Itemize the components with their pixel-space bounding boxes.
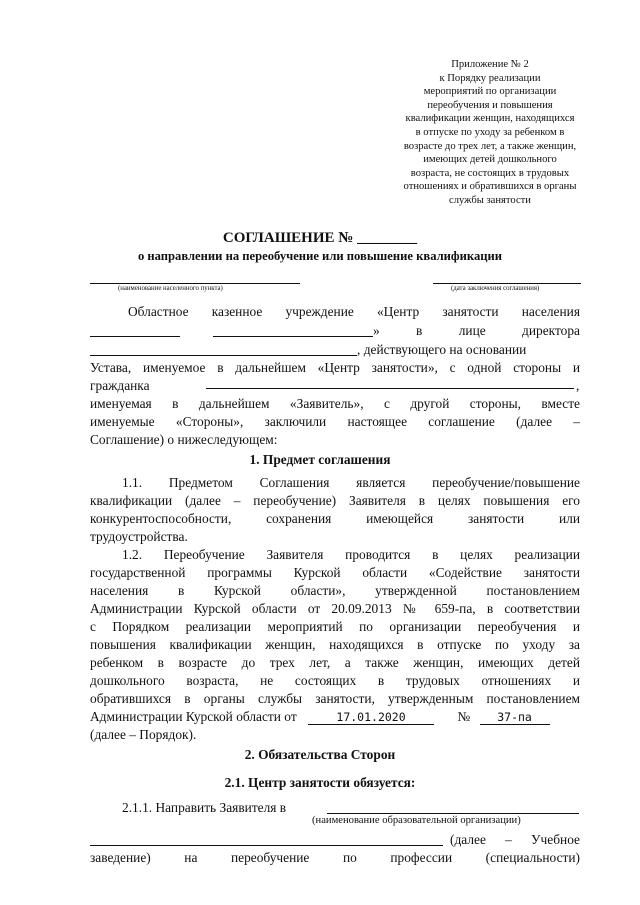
subsection-heading: 2.1. Центр занятости обязуется: — [224, 775, 416, 790]
paragraph-line: заведение) на переобучение по профессии (специальности) — [90, 850, 580, 865]
section-heading: 2. Обязательства Сторон — [244, 747, 396, 762]
intro-line: , — [576, 378, 580, 393]
citizen-blank — [206, 388, 574, 389]
appendix-line: квалификации женщин, находящихся — [405, 113, 575, 125]
paragraph-line: ребенком в возрасте до трех лет, а также женщин, имеющих детей — [90, 655, 580, 670]
paragraph-line: с Порядком реализации мероприятий по организации переобучения и — [90, 619, 580, 634]
order-date: 17.01.2020 — [308, 710, 434, 725]
blank — [213, 336, 373, 337]
paragraph-line: 1.1. Предметом Соглашения является переобучение/повышение — [122, 475, 580, 490]
date-blank — [433, 283, 581, 284]
appendix-line: мероприятий по организации — [423, 86, 557, 98]
order-number: 37-па — [480, 710, 550, 725]
intro-line: Областное казенное учреждение «Центр занятости населения — [128, 304, 580, 319]
appendix-header — [385, 58, 595, 208]
appendix-line: возрасте до трех лет, а также женщин, — [403, 140, 577, 152]
paragraph-line: конкурентоспособности, сохранения имеющейся занятости или — [90, 511, 580, 526]
appendix-line: отношениях и обратившихся в органы — [403, 181, 577, 193]
order-number-label: № — [457, 709, 471, 724]
appendix-line: Приложение № 2 — [451, 59, 529, 70]
place-blank — [90, 283, 300, 284]
intro-line: гражданка — [90, 378, 150, 393]
blank — [90, 355, 357, 356]
appendix-line: службы занятости — [449, 194, 531, 206]
paragraph-line: 1.2. Переобучение Заявителя проводится в целях реализации — [122, 547, 580, 562]
document-subtitle: о направлении на переобучение или повышение квалификации — [137, 249, 503, 263]
paragraph-line — [90, 708, 532, 726]
paragraph-line: квалификации (далее – переобучение) Заявителя в целях повышения его — [90, 493, 580, 508]
order-text: Администрации Курской области от — [90, 709, 297, 724]
intro-line: именуемые «Стороны», заключили настоящее соглашение (далее – — [90, 414, 580, 429]
appendix-line: к Порядку реализации — [439, 72, 541, 84]
intro-line: Соглашение) о нижеследующем: — [90, 432, 278, 447]
section-heading: 1. Предмет соглашения — [249, 452, 391, 467]
paragraph-line: дошкольного возраста, не состоящих в трудовых отношениях и — [90, 673, 580, 688]
paragraph-line: Администрации Курской области от 20.09.2013 № 659-па, в соответствии — [90, 601, 580, 616]
paragraph-line: обратившихся в органы службы занятости, утвержденным постановлением — [90, 691, 580, 706]
paragraph-line: (далее – Учебное — [450, 832, 580, 847]
appendix-line: возраста, не состоящих в трудовых — [410, 167, 570, 179]
paragraph-line: повышения квалификации женщин, находящихся в отпуске по уходу за — [90, 637, 580, 652]
organization-blank — [327, 813, 579, 814]
blank — [90, 336, 180, 337]
paragraph-line: 2.1.1. Направить Заявителя в — [122, 800, 287, 815]
paragraph-line: населения в Курской области», утвержденной постановлением — [90, 583, 580, 598]
appendix-line: переобучения и повышения — [427, 99, 553, 111]
appendix-line: в отпуске по уходу за ребенком в — [415, 126, 565, 138]
appendix-line: имеющих детей дошкольного — [423, 154, 557, 166]
intro-line: Устава, именуемое в дальнейшем «Центр занятости», с одной стороны и — [90, 360, 580, 375]
intro-line: , действующего на основании — [357, 342, 527, 357]
intro-line: » в лице директора — [373, 323, 580, 338]
intro-line: именуемая в дальнейшем «Заявитель», с другой стороны, вместе — [90, 396, 580, 411]
place-caption: (наименование населенного пункта) — [118, 285, 223, 292]
paragraph-line: (далее – Порядок). — [90, 727, 197, 742]
date-caption: (дата заключения соглашения) — [451, 285, 540, 292]
paragraph-line: трудоустройства. — [90, 529, 188, 544]
organization-blank-2 — [90, 845, 443, 846]
organization-caption: (наименование образовательной организации) — [312, 815, 521, 826]
document-title: СОГЛАШЕНИЕ № ________ — [222, 230, 418, 246]
paragraph-line: государственной программы Курской области «Содействие занятости — [90, 565, 580, 580]
